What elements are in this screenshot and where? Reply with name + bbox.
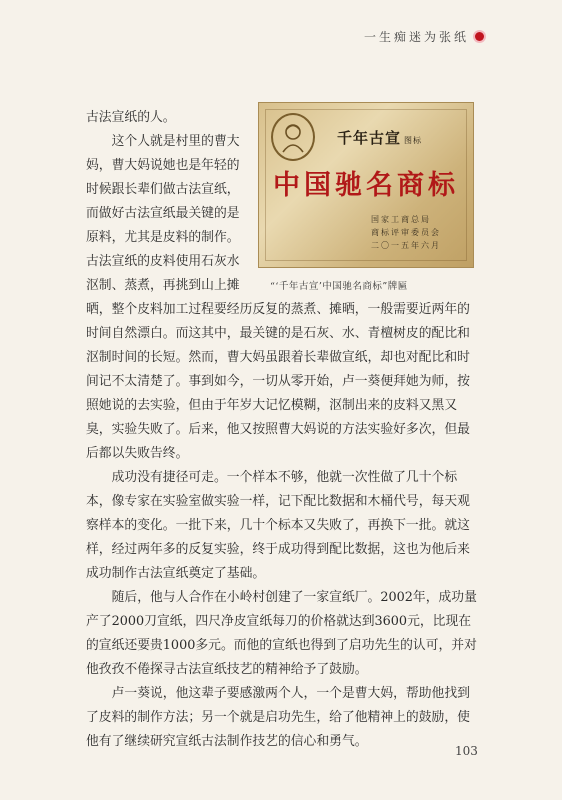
running-title: 一生痴迷为张纸 [363,30,469,44]
issuer-line-3: 二〇一五年六月 [371,241,441,250]
issuer-line-1: 国家工商总局 [371,215,431,224]
plaque-issuer [371,213,441,252]
portrait-emblem-icon [271,113,315,161]
paragraph-3: 随后，他与人合作在小岭村创建了一家宣纸厂。2002年，成功量产了2000刀宣纸，四尺净皮宣纸每刀的价格就达到3600元，比现在的宣纸还要贵1000多元。而他的宣纸也得到了启功先生的认可，并对他孜孜不倦探寻古法宣纸技艺的精神给予了鼓励。 [86,590,477,677]
page-number: 103 [455,744,478,758]
paragraph-1-cont: 晒，整个皮料加工过程要经历反复的蒸煮、摊晒，一般需要近两年的时间自然漂白。而这其中，最关键的是石灰、水、青檀树皮的配比和沤制时间的长短。然而，曹大妈虽跟着长辈做宣纸，却也对配比和时间记不太清楚了。事到如今，一切从零开始，卢一葵便拜她为师，按照她说的去实验，但由于年岁大记忆模糊，沤制出来的皮料又黑又臭，实验失败了。后来，他又按照曹大妈说的方法实验好多次，但最后都以失败告终。 [86,302,470,461]
paragraph-4: 卢一葵说，他这辈子要感激两个人，一个是曹大妈，帮助他找到了皮料的制作方法；另一个就是启功先生，给了他精神上的鼓励，使他有了继续研究宣纸古法制作技艺的信心和勇气。 [86,686,470,749]
plaque-brand [337,127,422,148]
header-dot-icon [475,32,484,41]
plaque-photo [258,102,474,268]
paragraph-2: 成功没有捷径可走。一个样本不够，他就一次性做了几十个标本，像专家在实验室做实验一样，记下配比数据和木桶代号，每天观察样本的变化。一批下来，几十个标本又失败了，再换下一批。就这样，经过两年多的反复实验，终于成功得到配比数据，这也为他后来成功制作古法宣纸奠定了基础。 [86,470,470,581]
photo-caption: “‘千年古宣’中国驰名商标”牌匾 [270,281,408,292]
left-column [86,106,248,298]
paragraph-1-left: 这个人就是村里的曹大妈，曹大妈说她也是年轻的时候跟长辈们做古法宣纸，而做好古法宣纸最关键的是原料，尤其是皮料的制作。古法宣纸的皮料使用石灰水沤制、蒸煮，再挑到山上摊 [86,134,240,293]
plaque-brand-mark: 图标 [404,136,423,145]
paragraph-0: 古法宣纸的人。 [86,110,176,125]
plaque-brand-text: 千年古宣 [337,129,402,147]
plaque-title: 中国驰名商标 [273,170,459,201]
main-text [86,298,478,754]
running-header [364,28,484,45]
issuer-line-2: 商标评审委员会 [371,228,441,237]
